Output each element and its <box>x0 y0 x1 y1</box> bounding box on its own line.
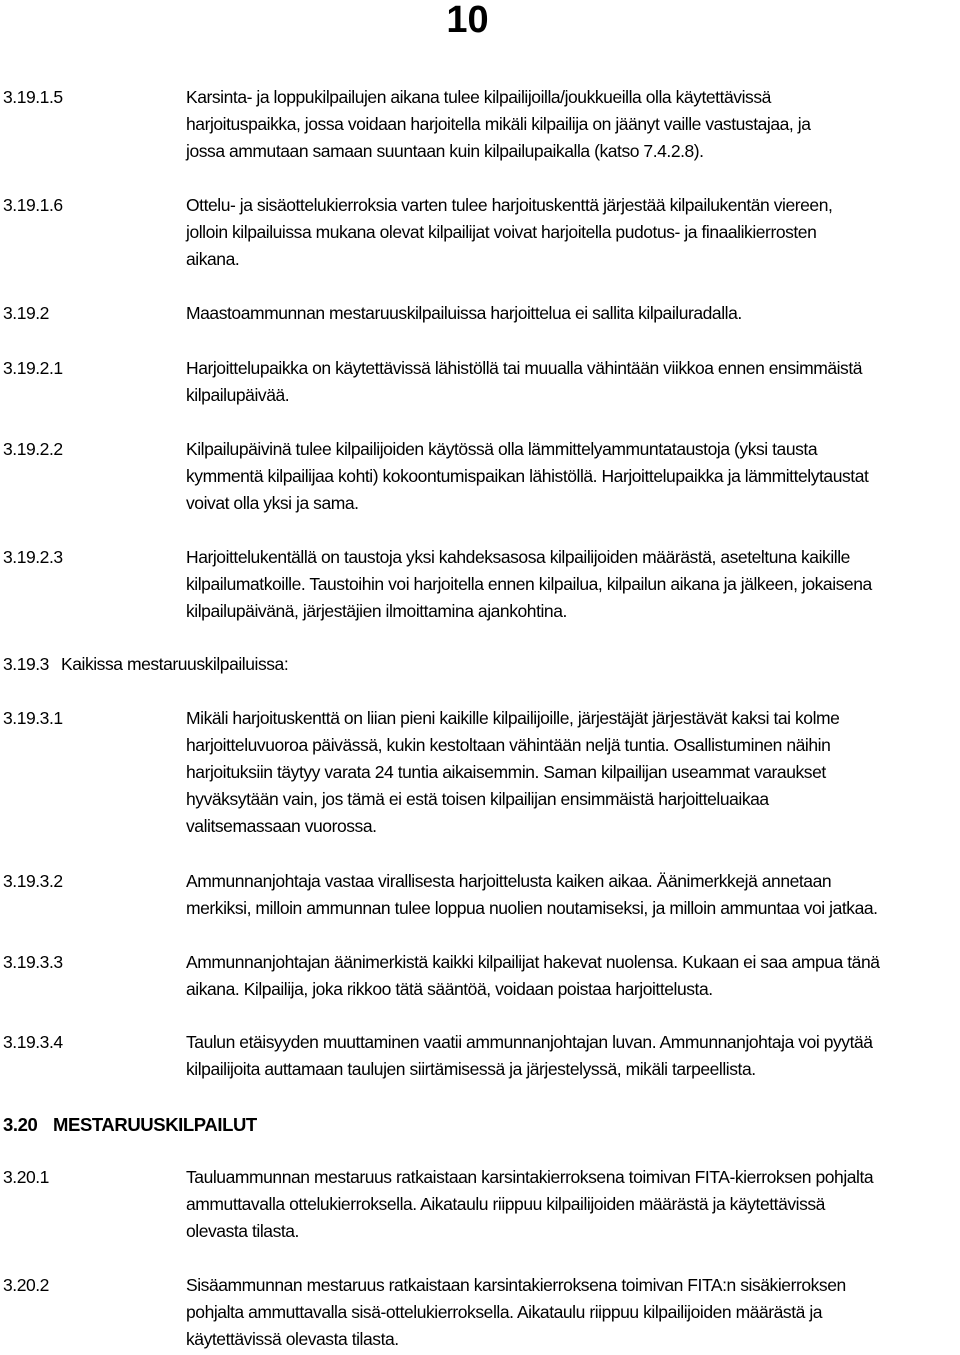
text-line: olevasta tilasta. <box>186 1221 299 1241</box>
text-line: hyväksytään vain, jos tämä ei estä toisen kilpailijan ensimmäistä harjoitteluaikaa <box>186 789 769 809</box>
section-number: 3.19.3.3 <box>3 952 63 972</box>
text-line: kilpailumatkoille. Taustoihin voi harjoitella ennen kilpailua, kilpailun aikana ja jälkeen, jokaisena <box>186 574 872 594</box>
text-line: kilpailijoita auttamaan taulujen siirtämisessä ja järjestelyssä, mikäli tarpeellista. <box>186 1059 756 1079</box>
subsection-heading-number: 3.19.3 <box>3 654 49 674</box>
section-number: 3.19.3.1 <box>3 708 63 728</box>
text-line: valitsemassaan vuorossa. <box>186 816 377 836</box>
section-number: 3.19.2.1 <box>3 358 63 378</box>
section-number: 3.19.1.6 <box>3 195 63 215</box>
text-line: Ammunnanjohtajan äänimerkistä kaikki kilpailijat hakevat nuolensa. Kukaan ei saa ampua tänä <box>186 952 880 972</box>
section-number: 3.19.2.3 <box>3 547 63 567</box>
section-heading-number: 3.20 <box>3 1114 38 1135</box>
section-number: 3.19.2 <box>3 303 49 323</box>
section-number: 3.19.3.4 <box>3 1032 63 1052</box>
text-line: pohjalta ammuttavalla sisä-ottelukierroksella. Aikataulu riippuu kilpailijoiden määrästä ja <box>186 1302 823 1322</box>
text-line: Ottelu- ja sisäottelukierroksia varten tulee harjoituskenttä järjestää kilpailukentän viereen, <box>186 195 833 215</box>
text-line: Sisäammunnan mestaruus ratkaistaan karsintakierroksena toimivan FITA:n sisäkierroksen <box>186 1275 846 1295</box>
text-line: Taulun etäisyyden muuttaminen vaatii ammunnanjohtajan luvan. Ammunnanjohtaja voi pyytää <box>186 1032 873 1052</box>
section-number: 3.20.1 <box>3 1167 49 1187</box>
section-number: 3.19.1.5 <box>3 87 63 107</box>
text-line: Tauluammunnan mestaruus ratkaistaan karsintakierroksena toimivan FITA-kierroksen pohjalta <box>186 1167 874 1187</box>
section-text <box>186 1272 958 1353</box>
section-heading <box>3 1111 257 1138</box>
text-line: harjoitteluvuoroa päivässä, kukin kestoltaan vähintään neljä tuntia. Osallistuminen näihin <box>186 735 831 755</box>
subsection-heading-text: Kaikissa mestaruuskilpailuissa: <box>61 654 289 674</box>
text-line: aikana. Kilpailija, joka rikkoo tätä sääntöä, voidaan poistaa harjoittelusta. <box>186 979 713 999</box>
section-text <box>186 436 958 517</box>
section-text <box>186 84 958 165</box>
section-heading-text: MESTARUUSKILPAILUT <box>53 1114 257 1135</box>
text-line: jolloin kilpailuissa mukana olevat kilpailijat voivat harjoitella pudotus- ja finaalikierrosten <box>186 222 817 242</box>
section-number: 3.19.2.2 <box>3 439 63 459</box>
section-text <box>186 300 958 327</box>
text-line: jossa ammutaan samaan suuntaan kuin kilpailupaikalla (katso 7.4.2.8). <box>186 141 704 161</box>
text-line: kymmentä kilpailijaa kohti) kokoontumispaikan lähistöllä. Harjoittelupaikka ja lämmittelytaustat <box>186 466 869 486</box>
text-line: harjoituksiin täytyy varata 24 tuntia aikaisemmin. Saman kilpailijan useammat varaukset <box>186 762 826 782</box>
section-number: 3.20.2 <box>3 1275 49 1295</box>
section-text <box>186 705 958 840</box>
section-text <box>186 949 958 1003</box>
section-text <box>186 1029 958 1083</box>
section-text <box>186 192 958 273</box>
section-text <box>186 544 958 625</box>
text-line: merkiksi, milloin ammunnan tulee loppua nuolien noutamiseksi, ja milloin ammuntaa voi jatkaa. <box>186 898 878 918</box>
text-line: Harjoittelupaikka on käytettävissä lähistöllä tai muualla vähintään viikkoa ennen ensimmäistä <box>186 358 863 378</box>
text-line: harjoituspaikka, jossa voidaan harjoitella mikäli kilpailija on jäänyt vaille vastustajaa, ja <box>186 114 811 134</box>
section-text <box>186 868 958 922</box>
text-line: Maastoammunnan mestaruuskilpailuissa harjoittelua ei sallita kilpailuradalla. <box>186 303 742 323</box>
text-line: aikana. <box>186 249 240 269</box>
text-line: kilpailupäivänä, järjestäjien ilmoittamina ajankohtina. <box>186 601 567 621</box>
text-line: kilpailupäivää. <box>186 385 290 405</box>
text-line: Mikäli harjoituskenttä on liian pieni kaikille kilpailijoille, järjestäjät järjestävät kaksi tai kolme <box>186 708 840 728</box>
text-line: Ammunnanjohtaja vastaa virallisesta harjoittelusta kaiken aikaa. Äänimerkkejä annetaan <box>186 871 832 891</box>
text-line: voivat olla yksi ja sama. <box>186 493 359 513</box>
section-text <box>186 355 958 409</box>
section-number: 3.19.3.2 <box>3 871 63 891</box>
text-line: ammuttavalla ottelukierroksella. Aikataulu riippuu kilpailijoiden määrästä ja käytettävissä <box>186 1194 825 1214</box>
text-line: käytettävissä olevasta tilasta. <box>186 1329 399 1349</box>
text-line: Harjoittelukentällä on taustoja yksi kahdeksasosa kilpailijoiden määrästä, aseteltuna kaikille <box>186 547 850 567</box>
text-line: Kilpailupäivinä tulee kilpailijoiden käytössä olla lämmittelyammuntataustoja (yksi tausta <box>186 439 818 459</box>
section-text <box>186 1164 958 1245</box>
subsection-heading <box>3 651 288 678</box>
text-line: Karsinta- ja loppukilpailujen aikana tulee kilpailijoilla/joukkueilla olla käytettävissä <box>186 87 771 107</box>
page-number: 10 <box>446 0 489 41</box>
